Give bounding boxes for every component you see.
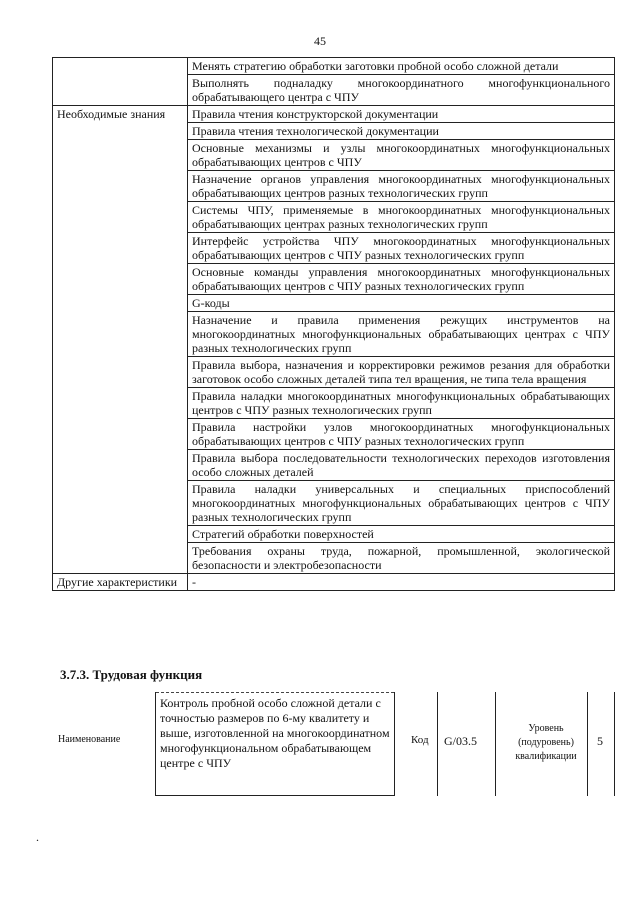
level-value: 5 [597,734,603,748]
row-text: Требования охраны труда, пожарной, промышленной, экологической безопасности и электробезопасности [188,543,615,574]
table-row [53,574,615,591]
row-text: Правила наладки многокоординатных многофункциональных обрабатывающих центров с ЧПУ разных технологических групп [188,388,615,419]
row-text: Правила настройки узлов многокоординатных многофункциональных обрабатывающих центров с ЧПУ разных технологических групп [188,419,615,450]
name-value: Контроль пробной особо сложной детали с точностью размеров по 6-му квалитету и выше, изготовленной на многокоординатном многофункциональном обрабатывающем центре с ЧПУ [160,696,390,770]
row-text: Интерфейс устройства ЧПУ многокоординатных многофункциональных обрабатывающих центров с ЧПУ разных технологических групп [188,233,615,264]
row-text: - [188,574,615,591]
name-value-box [155,692,395,796]
row-text: Правила наладки универсальных и специальных приспособлений многокоординатных многофункциональных обрабатывающих центров с ЧПУ разных технологических групп [188,481,615,526]
page-number: 45 [314,34,326,48]
code-label: Код [411,734,429,746]
row-text: Назначение органов управления многокоординатных многофункциональных обрабатывающих центров разных технологических групп [188,171,615,202]
row-text: Выполнять подналадку многокоординатного многофункционального обрабатывающего центра с ЧПУ [188,75,615,106]
row-label [53,58,188,106]
labor-function-block [52,692,615,810]
table-row [53,106,615,123]
row-text: Правила чтения конструкторской документации [188,106,615,123]
row-text: Правила выбора, назначения и корректировки режимов резания для обработки заготовок особо сложных деталей типа тел вращения, не типа тела вращения [188,357,615,388]
row-text: Менять стратегию обработки заготовки пробной особо сложной детали [188,58,615,75]
row-label: Необходимые знания [53,106,188,574]
level-box [587,692,615,796]
name-label: Наименование [58,734,121,745]
knowledge-table-body [53,58,615,591]
row-text: Основные команды управления многокоординатных многофункциональных обрабатывающих центров с ЧПУ разных технологических групп [188,264,615,295]
row-text: Правила выбора последовательности технологических переходов изготовления особо сложных деталей [188,450,615,481]
row-text: Правила чтения технологической документации [188,123,615,140]
knowledge-table [52,57,615,591]
row-label: Другие характеристики [53,574,188,591]
section-title: 3.7.3. Трудовая функция [60,667,203,682]
code-box [437,692,496,796]
row-text: Основные механизмы и узлы многокоординатных многофункциональных обрабатывающих центров с ЧПУ [188,140,615,171]
row-text: G-коды [188,295,615,312]
level-label: Уровень (подуровень) квалификации [515,723,577,762]
table-row [53,58,615,75]
row-text: Системы ЧПУ, применяемые в многокоординатных многофункциональных обрабатывающих центрах разных технологических групп [188,202,615,233]
footer-mark: . [36,830,39,844]
code-value: G/03.5 [444,734,477,748]
dashed-border [156,692,394,693]
row-text: Назначение и правила применения режущих инструментов на многокоординатных многофункциональных обрабатывающих центрах с ЧПУ разных технологических групп [188,312,615,357]
row-text: Стратегий обработки поверхностей [188,526,615,543]
